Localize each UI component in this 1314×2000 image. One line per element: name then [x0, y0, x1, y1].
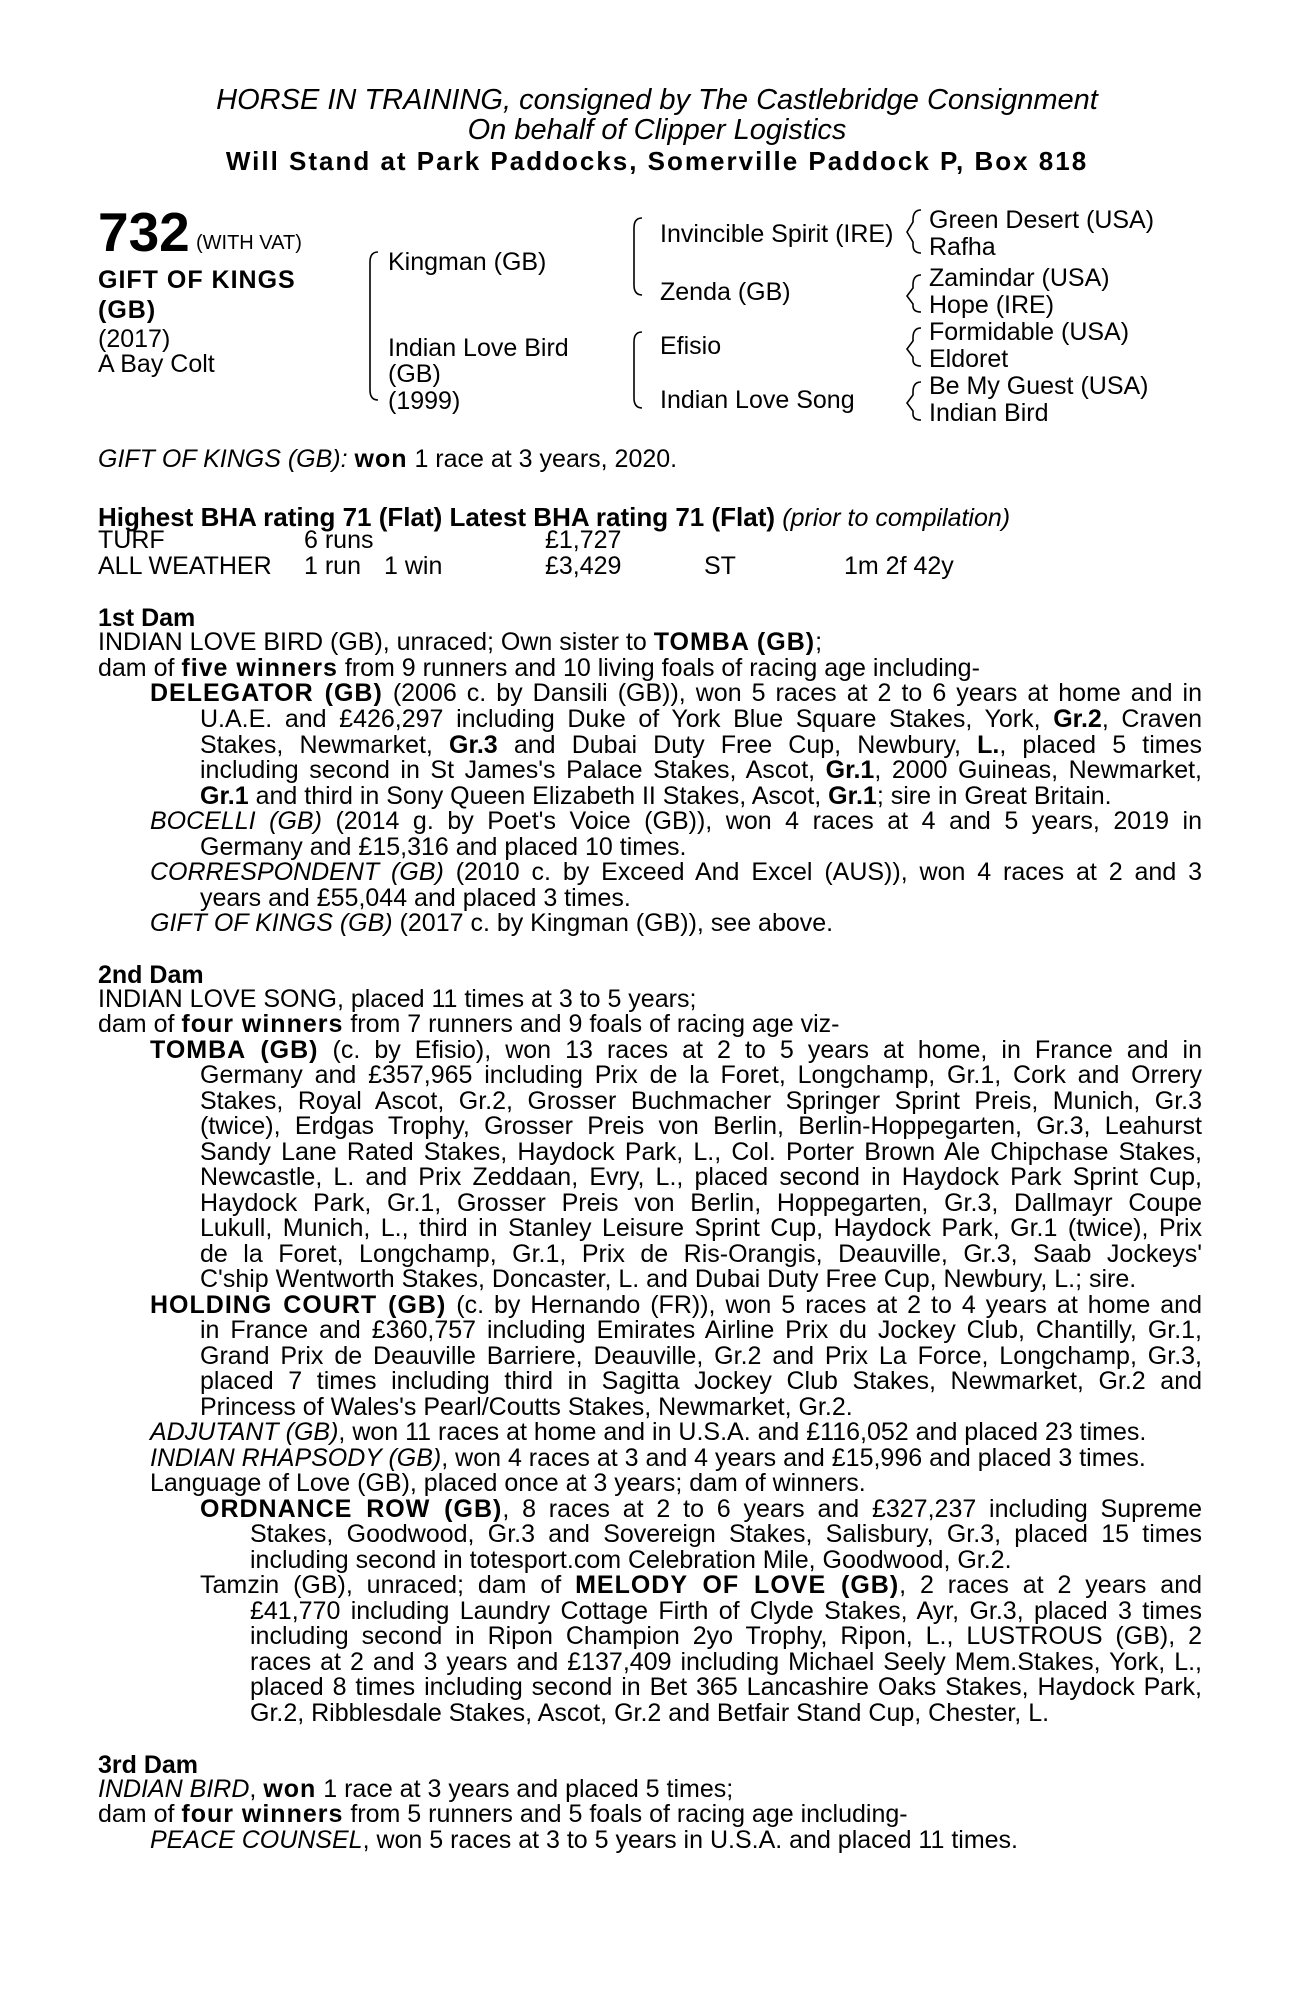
indian-rhapsody-line: INDIAN RHAPSODY (GB), won 4 races at 3 and 4 years and £15,996 and placed 3 times. [150, 1444, 1146, 1472]
great-granddam-2: Hope (IRE) [929, 291, 1055, 319]
tomba-line-5: Sandy Lane Rated Stakes, Haydock Park, L., Col. Porter Brown Ale Chipchase Stakes, [200, 1138, 1202, 1166]
first-dam-produce: dam of five winners from 9 runners and 10 living foals of racing age including- [98, 654, 980, 682]
third-dam-produce: dam of four winners from 5 runners and 5 foals of racing age including- [98, 1800, 908, 1828]
delegator-line-3: Stakes, Newmarket, Gr.3 and Dubai Duty Free Cup, Newbury, L., placed 5 times [200, 731, 1203, 759]
tamzin-line-6: Gr.2, Ribblesdale Stakes, Ascot, Gr.2 and Betfair Stand Cup, Chester, L. [250, 1699, 1050, 1727]
horse-description: A Bay Colt [98, 350, 215, 378]
turf-prize: £1,727 [545, 526, 622, 554]
ordnance-row-line-3: including second in totesport.com Celebration Mile, Goodwood, Gr.2. [250, 1546, 1012, 1574]
correspondent-line-2: years and £55,044 and placed 3 times. [200, 884, 631, 912]
tomba-line-2: Germany and £357,965 including Prix de la Foret, Longchamp, Gr.1, Cork and Orrery [200, 1061, 1202, 1089]
holding-court-line-2: in France and £360,757 including Emirates Airline Prix du Jockey Club, Chantilly, Gr.1, [200, 1316, 1202, 1344]
tamzin-line-5: placed 8 times including second in Bet 365 Lancashire Oaks Stakes, Haydock Park, [250, 1673, 1202, 1701]
aw-prize: £3,429 [545, 552, 622, 580]
aw-runs: 1 run [304, 552, 361, 580]
aw-track: ST [704, 552, 736, 580]
gift-of-kings-line: GIFT OF KINGS (GB) (2017 c. by Kingman (GB)), see above. [150, 909, 834, 937]
first-dam-heading: 1st Dam [98, 604, 196, 632]
delegator-line-4: including second in St James's Palace Stakes, Ascot, Gr.1, 2000 Guineas, Newmarket, [200, 756, 1202, 784]
turf-runs: 6 runs [304, 526, 374, 554]
dam-origin: (GB) [388, 360, 441, 388]
correspondent-line-1: CORRESPONDENT (GB) (2010 c. by Exceed And Excel (AUS)), won 4 races at 2 and 3 [150, 858, 1202, 886]
dam-year: (1999) [388, 387, 461, 415]
horse-name: GIFT OF KINGS (GB) [98, 266, 296, 324]
dam-dam: Indian Love Song [660, 386, 855, 414]
aw-label: ALL WEATHER [98, 552, 272, 580]
tomba-line-4: (twice), Erdgas Trophy, Grosser Preis von Berlin, Berlin-Hoppegarten, Gr.3, Leahurst [200, 1112, 1202, 1140]
tomba-line-10: C'ship Wentworth Stakes, Doncaster, L. and Dubai Duty Free Cup, Newbury, L.; sire. [200, 1265, 1137, 1293]
ratings-text: Highest BHA rating 71 (Flat) Latest BHA rating 71 (Flat) [98, 502, 776, 532]
holding-court-line-3: Grand Prix de Deauville Barriere, Deauville, Gr.2 and Prix La Force, Longchamp, Gr.3, [200, 1342, 1202, 1370]
great-grandsire-2: Zamindar (USA) [929, 264, 1110, 292]
delegator-line-1: DELEGATOR (GB) (2006 c. by Dansili (GB)), won 5 races at 2 to 6 years at home and in [150, 679, 1202, 707]
tomba-line-9: de la Foret, Longchamp, Gr.1, Prix de Ris-Orangis, Deauville, Gr.3, Saab Jockeys' [200, 1240, 1202, 1268]
ordnance-row-line-2: Stakes, Goodwood, Gr.3 and Sovereign Stakes, Salisbury, Gr.3, placed 15 times [250, 1520, 1202, 1548]
ordnance-row-line-1: ORDNANCE ROW (GB), 8 races at 2 to 6 years and £327,237 including Supreme [200, 1495, 1202, 1523]
holding-court-line-1: HOLDING COURT (GB) (c. by Hernando (FR)), won 5 races at 2 to 4 years at home and [150, 1291, 1202, 1319]
sire: Kingman (GB) [388, 248, 547, 276]
tomba-line-3: Stakes, Royal Ascot, Gr.2, Grosser Buchmacher Springer Sprint Preis, Munich, Gr.3 [200, 1087, 1202, 1115]
aw-distance: 1m 2f 42y [844, 552, 954, 580]
delegator-line-2: U.A.E. and £426,297 including Duke of York Blue Square Stakes, York, Gr.2, Craven [200, 705, 1202, 733]
tamzin-line-2: £41,770 including Laundry Cottage Firth of Clyde Stakes, Ayr, Gr.3, placed 3 times [250, 1597, 1202, 1625]
dam: Indian Love Bird [388, 334, 569, 362]
ratings-note: (prior to compilation) [782, 504, 1011, 532]
summary-text: 1 race at 3 years, 2020. [407, 445, 678, 473]
stand-line: Will Stand at Park Paddocks, Somerville Paddock P, Box 818 [225, 146, 1089, 176]
great-granddam-1: Rafha [929, 233, 996, 261]
second-dam-line: INDIAN LOVE SONG, placed 11 times at 3 to 5 years; [98, 985, 697, 1013]
lot-number: 732 [98, 201, 190, 263]
great-grandsire-4: Be My Guest (USA) [929, 372, 1149, 400]
race-summary: GIFT OF KINGS (GB): won 1 race at 3 years, 2020. [98, 445, 678, 473]
tomba-line-1: TOMBA (GB) (c. by Efisio), won 13 races at 2 to 5 years at home, in France and in [150, 1036, 1202, 1064]
third-dam-heading: 3rd Dam [98, 1751, 199, 1779]
delegator-line-5: Gr.1 and third in Sony Queen Elizabeth II Stakes, Ascot, Gr.1; sire in Great Britain. [200, 782, 1112, 810]
dam-sire: Efisio [660, 332, 722, 360]
tamzin-line-1: Tamzin (GB), unraced; dam of MELODY OF LOVE (GB), 2 races at 2 years and [200, 1571, 1203, 1599]
first-dam-line: INDIAN LOVE BIRD (GB), unraced; Own sister to TOMBA (GB); [98, 628, 823, 656]
lot-vat: (WITH VAT) [196, 232, 302, 254]
peace-counsel-line: PEACE COUNSEL, won 5 races at 3 to 5 years in U.S.A. and placed 11 times. [150, 1826, 1018, 1854]
summary-horse-name: GIFT OF KINGS (GB) [98, 445, 341, 473]
language-of-love-line: Language of Love (GB), placed once at 3 years; dam of winners. [150, 1469, 866, 1497]
aw-wins: 1 win [384, 552, 443, 580]
turf-label: TURF [98, 526, 165, 554]
behalf-line: On behalf of Clipper Logistics [467, 114, 847, 146]
adjutant-line: ADJUTANT (GB), won 11 races at home and in U.S.A. and £116,052 and placed 23 times. [150, 1418, 1147, 1446]
consignor-line: HORSE IN TRAINING, consigned by The Castlebridge Consignment [216, 84, 1098, 116]
tomba-line-6: Newcastle, L. and Prix Zeddaan, Evry, L., placed second in Haydock Park Sprint Cup, [200, 1163, 1202, 1191]
third-dam-line: INDIAN BIRD, won 1 race at 3 years and placed 5 times; [98, 1775, 734, 1803]
great-granddam-4: Indian Bird [929, 399, 1049, 427]
tamzin-line-3: including second in Ripon Champion 2yo Trophy, Ripon, L., LUSTROUS (GB), 2 [250, 1622, 1202, 1650]
holding-court-line-5: Princess of Wales's Pearl/Coutts Stakes, Newmarket, Gr.2. [200, 1393, 853, 1421]
sire-sire: Invincible Spirit (IRE) [660, 220, 894, 248]
great-granddam-3: Eldoret [929, 345, 1009, 373]
holding-court-line-4: placed 7 times including third in Sagitta Jockey Club Stakes, Newmarket, Gr.2 and [200, 1367, 1202, 1395]
great-grandsire-3: Formidable (USA) [929, 318, 1130, 346]
tomba-line-7: Haydock Park, Gr.1, Grosser Preis von Berlin, Hoppegarten, Gr.3, Dallmayr Coupe [200, 1189, 1202, 1217]
tomba-line-8: Lukull, Munich, L., third in Stanley Leisure Sprint Cup, Haydock Park, Gr.1 (twice), Prix [200, 1214, 1202, 1242]
tamzin-line-4: races at 2 and 3 years and £137,409 including Michael Seely Mem.Stakes, York, L., [250, 1648, 1202, 1676]
summary-won: won [354, 445, 408, 473]
sire-dam: Zenda (GB) [660, 278, 791, 306]
bocelli-line-1: BOCELLI (GB) (2014 g. by Poet's Voice (GB)), won 4 races at 4 and 5 years, 2019 in [150, 807, 1202, 835]
foaling-year: (2017) [98, 325, 171, 353]
second-dam-produce: dam of four winners from 7 runners and 9 foals of racing age viz- [98, 1010, 840, 1038]
second-dam-heading: 2nd Dam [98, 961, 204, 989]
great-grandsire-1: Green Desert (USA) [929, 206, 1155, 234]
bocelli-line-2: Germany and £15,316 and placed 10 times. [200, 833, 687, 861]
